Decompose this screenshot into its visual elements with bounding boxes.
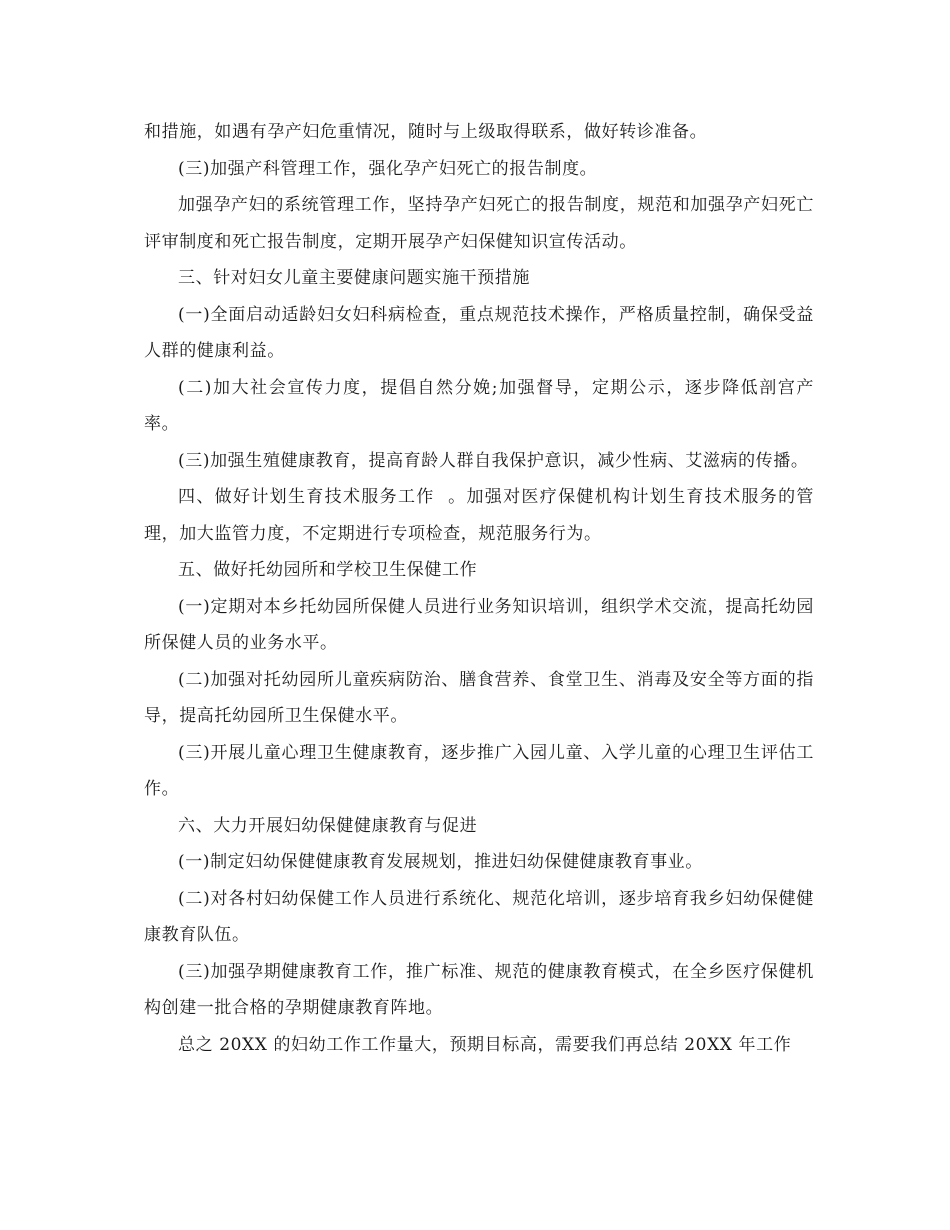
paragraph: (一)全面启动适龄妇女妇科病检查，重点规范技术操作，严格质量控制，确保受益人群的健康利益。 xyxy=(144,304,814,361)
paragraph: 总之 20XX 的妇幼工作工作量大，预期目标高，需要我们再总结 20XX 年工作 xyxy=(178,1034,792,1055)
section-heading: 五、做好托幼园所和学校卫生保健工作 xyxy=(178,560,478,580)
paragraph: (三)加强产科管理工作，强化孕产妇死亡的报告制度。 xyxy=(178,158,598,179)
paragraph: (二)加大社会宣传力度，提倡自然分娩;加强督导，定期公示，逐步降低剖宫产率。 xyxy=(144,377,814,434)
document-body xyxy=(144,114,814,1063)
paragraph: (一)制定妇幼保健健康教育发展规划，推进妇幼保健健康教育事业。 xyxy=(178,852,703,872)
paragraph: (三)加强孕期健康教育工作，推广标准、规范的健康教育模式，在全乡医疗保健机构创建一批合格的孕期健康教育阵地。 xyxy=(144,961,814,1018)
paragraph: 加强孕产妇的系统管理工作，坚持孕产妇死亡的报告制度，规范和加强孕产妇死亡评审制度和死亡报告制度，定期开展孕产妇保健知识宣传活动。 xyxy=(144,195,814,252)
paragraph: (三)加强生殖健康教育，提高育龄人群自我保护意识，减少性病、艾滋病的传播。 xyxy=(178,450,809,471)
paragraph: (二)对各村妇幼保健工作人员进行系统化、规范化培训，逐步培育我乡妇幼保健健康教育队伍。 xyxy=(144,888,814,945)
paragraph: (一)定期对本乡托幼园所保健人员进行业务知识培训，组织学术交流，提高托幼园所保健人员的业务水平。 xyxy=(144,596,814,653)
section-heading: 六、大力开展妇幼保健健康教育与促进 xyxy=(178,815,478,836)
section-heading: 三、针对妇女儿童主要健康问题实施干预措施 xyxy=(178,268,530,288)
paragraph: 四、做好计划生育技术服务工作 。加强对医疗保健机构计划生育技术服务的管理，加大监管力度，不定期进行专项检查，规范服务行为。 xyxy=(144,487,814,544)
paragraph: (二)加强对托幼园所儿童疾病防治、膳食营养、食堂卫生、消毒及安全等方面的指导，提高托幼园所卫生保健水平。 xyxy=(144,669,814,726)
paragraph: 和措施，如遇有孕产妇危重情况，随时与上级取得联系，做好转诊准备。 xyxy=(144,122,708,142)
paragraph: (三)开展儿童心理卫生健康教育，逐步推广入园儿童、入学儿童的心理卫生评估工作。 xyxy=(144,742,814,799)
